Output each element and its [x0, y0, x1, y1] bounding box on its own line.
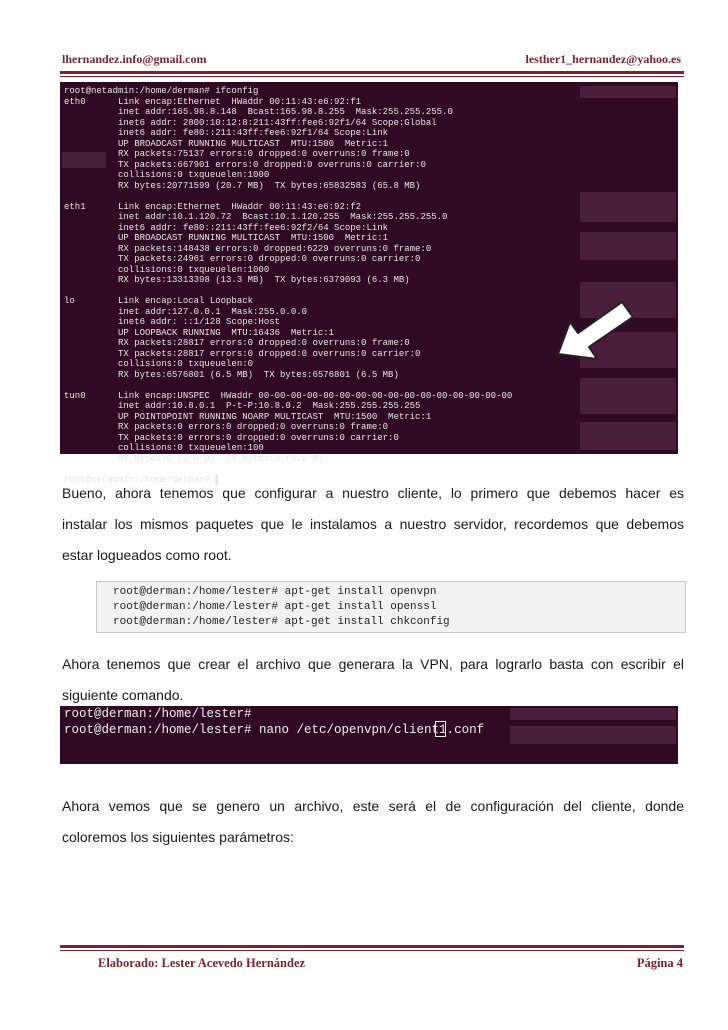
terminal-line: UP POINTOPOINT RUNNING NOARP MULTICAST MTU:1500 Metric:1 — [64, 411, 432, 422]
terminal-line: TX packets:0 errors:0 dropped:0 overruns:0 carrier:0 — [64, 432, 399, 443]
footer-rule-thick — [60, 945, 684, 948]
arrow-icon — [556, 300, 636, 362]
terminal-line: UP LOOPBACK RUNNING MTU:16436 Metric:1 — [64, 327, 335, 338]
footer-rule-thin — [60, 950, 684, 951]
terminal-line: inet addr:10.1.120.72 Bcast:10.1.120.255 Mask:255.255.255.0 — [64, 212, 448, 222]
terminal-line: root@derman:/home/lester# nano /etc/openvpn/client1.conf — [64, 723, 492, 737]
page-number: Página 4 — [636, 956, 683, 970]
terminal-line: inet addr:127.0.0.1 Mask:255.0.0.0 — [64, 306, 308, 317]
background-window-ghost — [580, 378, 676, 414]
terminal-line: collisions:0 txqueuelen:1000 — [64, 264, 270, 275]
paragraph-intro — [62, 478, 684, 571]
header-email-left: lhernandez.info@gmail.com — [62, 52, 207, 66]
terminal-line: RX packets:28817 errors:0 dropped:0 overruns:0 frame:0 — [64, 338, 410, 348]
terminal-line: RX packets:0 errors:0 dropped:0 overruns:0 frame:0 — [64, 422, 389, 432]
terminal-line: eth0 Link encap:Ethernet HWaddr 00:11:43:e6:92:f1 — [64, 96, 362, 107]
paragraph-line: instalar los mismos paquetes que le instalamos a nuestro servidor, recordemos que debemos — [62, 516, 684, 532]
terminal-line: RX packets:75137 errors:0 dropped:0 overruns:0 frame:0 — [64, 149, 410, 159]
terminal-line: RX bytes:13313398 (13.3 MB) TX bytes:6379093 (6.3 MB) — [64, 275, 410, 285]
terminal-line: UP BROADCAST RUNNING MULTICAST MTU:1500 Metric:1 — [64, 138, 389, 149]
terminal-line: root@derman:/home/lester# — [64, 707, 252, 721]
paragraph-line: Bueno, ahora tenemos que configurar a nuestro cliente, lo primero que debemos hacer es — [62, 485, 684, 501]
code-block — [96, 581, 686, 633]
terminal-line: collisions:0 txqueuelen:0 — [64, 359, 254, 369]
header-rule-thin — [60, 76, 684, 77]
paragraph-line: coloremos los siguientes parámetros: — [62, 829, 294, 845]
footer-author: Elaborado: Lester Acevedo Hernández — [98, 956, 306, 970]
paragraph-line: siguiente comando. — [62, 687, 184, 703]
terminal-line: UP BROADCAST RUNNING MULTICAST MTU:1500 Metric:1 — [64, 233, 389, 243]
background-window-ghost — [580, 192, 676, 222]
terminal-line: eth1 Link encap:Ethernet HWaddr 00:11:43:e6:92:f2 — [64, 201, 362, 212]
terminal-line: RX bytes:0 (0.0 B) TX bytes:0 (0.0 B) — [64, 453, 324, 464]
terminal-line: RX packets:148438 errors:0 dropped:6229 overruns:0 frame:0 — [64, 243, 432, 254]
paragraph-line: Ahora vemos que se genero un archivo, este será el de configuración del cliente, donde — [62, 798, 684, 814]
background-window-ghost — [580, 422, 676, 450]
terminal-line: tun0 Link encap:UNSPEC HWaddr 00-00-00-00-00-00-00-00-00-00-00-00-00-00-00-00 — [64, 390, 513, 401]
terminal-line: RX bytes:6576801 (6.5 MB) TX bytes:6576801 (6.5 MB) — [64, 369, 399, 380]
paragraph-create-file — [62, 649, 684, 711]
background-window-ghost — [510, 708, 676, 720]
paragraph-config — [62, 791, 684, 853]
terminal-line: root@netadmin:/home/derman# ifconfig — [64, 86, 259, 96]
paragraph-line: estar logueados como root. — [62, 547, 232, 563]
terminal-line: collisions:0 txqueuelen:1000 — [64, 170, 270, 180]
terminal-line: TX packets:24961 errors:0 dropped:0 overruns:0 carrier:0 — [64, 254, 421, 264]
background-window-ghost — [510, 726, 676, 744]
terminal-line: RX bytes:20771599 (20.7 MB) TX bytes:65832583 (65.8 MB) — [64, 180, 421, 191]
terminal-line: TX packets:28817 errors:0 dropped:0 overruns:0 carrier:0 — [64, 348, 421, 359]
terminal-line: inet addr:10.8.0.1 P-t-P:10.8.0.2 Mask:255.255.255.255 — [64, 401, 421, 411]
background-window-ghost — [580, 232, 676, 260]
terminal-line: TX packets:667901 errors:0 dropped:0 overruns:0 carrier:0 — [64, 159, 426, 170]
terminal-line: root@netadmin:/home/derman# ▌ — [64, 474, 221, 485]
code-line: root@derman:/home/lester# apt-get install openvpn — [113, 586, 437, 598]
background-window-ghost — [580, 86, 676, 98]
terminal-line: inet6 addr: fe80::211:43ff:fee6:92f2/64 Scope:Link — [64, 222, 389, 233]
header-rule-thick — [60, 71, 684, 74]
terminal-line: inet6 addr: 2800:10:12:8:211:43ff:fee6:92f1/64 Scope:Global — [64, 117, 437, 128]
terminal-line: inet6 addr: fe80::211:43ff:fee6:92f1/64 Scope:Link — [64, 128, 389, 138]
code-line: root@derman:/home/lester# apt-get install chkconfig — [113, 616, 450, 628]
ifconfig-terminal-screenshot — [60, 82, 678, 485]
terminal-cursor — [435, 721, 446, 737]
terminal-line: inet6 addr: ::1/128 Scope:Host — [64, 317, 281, 327]
terminal-line: lo Link encap:Local Loopback — [64, 296, 254, 306]
terminal-line: inet addr:165.98.8.148 Bcast:165.98.8.255 Mask:255.255.255.0 — [64, 107, 453, 117]
code-line: root@derman:/home/lester# apt-get install openssl — [113, 601, 437, 613]
header-email-right: lesther1_hernandez@yahoo.es — [525, 52, 681, 66]
paragraph-line: Ahora tenemos que crear el archivo que generara la VPN, para lograrlo basta con escribir el — [62, 656, 684, 672]
nano-terminal-screenshot — [60, 706, 678, 764]
terminal-line: collisions:0 txqueuelen:100 — [64, 443, 264, 453]
